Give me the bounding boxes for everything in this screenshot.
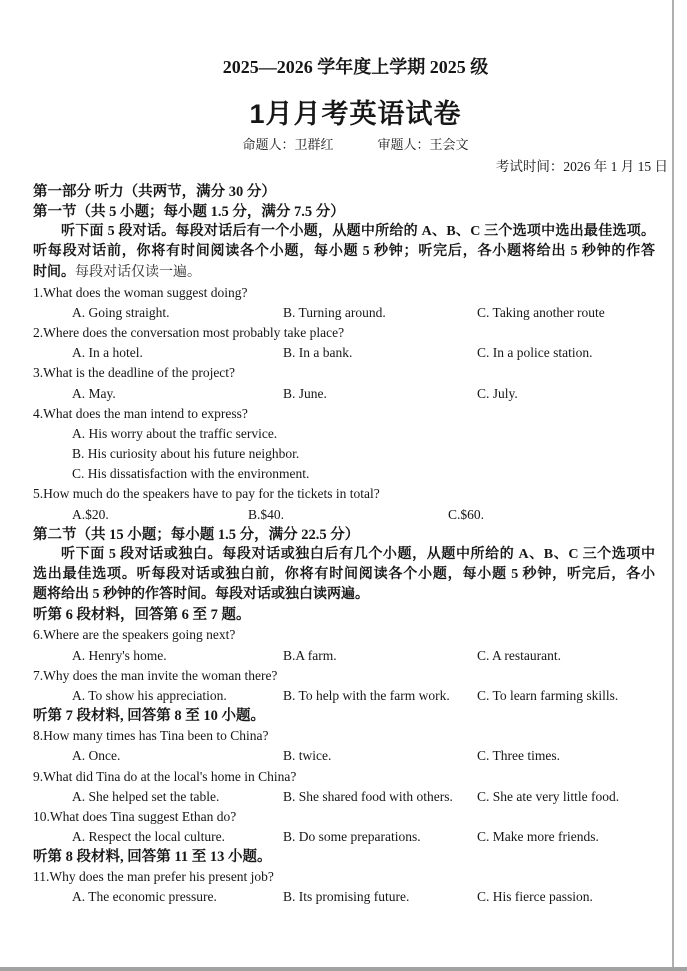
- question-text: 8.How many times has Tina been to China?: [33, 728, 269, 744]
- question-text: 6.Where are the speakers going next?: [33, 627, 236, 643]
- cn-heading: 第二节（共 15 小题；每小题 1.5 分，满分 22.5 分）: [33, 526, 360, 543]
- option-b: B. Do some preparations.: [283, 829, 421, 844]
- options-row: [33, 505, 655, 525]
- option-a: A. She helped set the table.: [72, 788, 220, 804]
- option-item: B. His curiosity about his future neighbor.: [72, 446, 300, 462]
- cn-heading: 第一节（共 5 小题；每小题 1.5 分，满分 7.5 分）: [33, 204, 345, 221]
- instruction-line: [33, 565, 655, 585]
- instruction-bold-text: 听下面 5 段对话。每段对话后有一个小题，从题中所给的 A、B、C 三个选项中选出最佳选项。: [61, 224, 655, 240]
- question-text: 3.What is the deadline of the project?: [33, 365, 236, 381]
- question-text: 7.Why does the man invite the woman there?: [33, 667, 278, 683]
- options-row: [33, 787, 655, 807]
- exam-title: 1月月考英语试卷: [249, 99, 462, 129]
- option-b: B. twice.: [283, 748, 332, 764]
- options-row: [33, 343, 655, 363]
- school-year-title: 2025—2026 学年度上学期 2025 级: [222, 57, 489, 77]
- question-text: 10.What does Tina suggest Ethan do?: [33, 808, 237, 824]
- instruction-line: [33, 545, 655, 565]
- cn-heading: 听第 7 段材料, 回答第 8 至 10 小题。: [33, 708, 265, 725]
- option-a: A. Respect the local culture.: [72, 829, 225, 844]
- option-c: C. Taking another route: [477, 304, 605, 320]
- setter-label: 命题人：卫群红: [242, 137, 334, 152]
- option-b: B. She shared food with others.: [283, 788, 453, 804]
- cn-heading: 听第 6 段材料，回答第 6 至 7 题。: [33, 607, 251, 624]
- option-b: B. In a bank.: [283, 345, 353, 361]
- option-c: C. In a police station.: [477, 345, 593, 361]
- options-row: [33, 646, 655, 666]
- question-text: 9.What did Tina do at the local's home in China?: [33, 768, 297, 784]
- instruction-line: [33, 242, 655, 262]
- options-row: [33, 686, 655, 706]
- option-item: A. His worry about the traffic service.: [72, 425, 278, 441]
- instruction-line: [33, 263, 655, 283]
- instruction-line: [33, 222, 655, 242]
- instruction-bold-text: 时间。: [33, 264, 75, 280]
- question-text: 4.What does the man intend to express?: [33, 405, 248, 421]
- exam-header: [0, 0, 687, 176]
- options-row: [33, 384, 655, 404]
- option-b: B.$40.: [248, 506, 285, 522]
- option-c: C. July.: [477, 385, 518, 401]
- document-body: [0, 182, 687, 908]
- option-a: A.$20.: [72, 506, 109, 522]
- reviewer-label: 审题人：王会文: [377, 137, 469, 152]
- instruction-bold-text: 题将给出 5 秒钟的作答时间。每段对话或独白读两遍。: [33, 587, 369, 603]
- instruction-bold-text: 选出最佳选项。听每段对话或独白前，你将有时间阅读各个小题，每小题 5 秒钟，听完后，各小: [33, 566, 655, 582]
- question-text: 1.What does the woman suggest doing?: [33, 284, 248, 300]
- option-c: C. A restaurant.: [477, 647, 561, 663]
- cn-heading: 听第 8 段材料, 回答第 11 至 13 小题。: [33, 849, 272, 866]
- option-c: C. She ate very little food.: [477, 788, 620, 804]
- option-c: C. His fierce passion.: [477, 889, 593, 905]
- option-a: A. Going straight.: [72, 304, 170, 320]
- instruction-bold-text: 听每段对话前，你将有时间阅读各个小题，每小题 5 秒钟；听完后，各小题将给出 5 秒钟的作答: [33, 244, 655, 260]
- option-a: A. Once.: [72, 748, 121, 764]
- instruction-bold-text: 听下面 5 段对话或独白。每段对话或独白后有几个小题，从题中所给的 A、B、C 三个选项中: [61, 546, 655, 562]
- options-row: [33, 887, 655, 907]
- option-c: C. To learn farming skills.: [477, 687, 619, 703]
- question-text: 11.Why does the man prefer his present job?: [33, 869, 274, 885]
- instruction-line: [33, 585, 655, 605]
- option-a: A. In a hotel.: [72, 345, 143, 361]
- instruction-regular-text: 每段对话仅读一遍。: [75, 264, 201, 280]
- question-text: 2.Where does the conversation most probably take place?: [33, 325, 345, 341]
- question-text: 5.How much do the speakers have to pay for the tickets in total?: [33, 486, 380, 502]
- option-c: C. Three times.: [477, 748, 560, 764]
- examiners-line: [24, 136, 687, 154]
- option-a: A. May.: [72, 385, 116, 401]
- option-a: A. To show his appreciation.: [72, 687, 227, 703]
- scan-edge-vertical-line: [672, 0, 674, 971]
- option-b: B. June.: [283, 385, 327, 401]
- scan-edge-bottom-bar: [0, 967, 687, 971]
- option-b: B. Turning around.: [283, 304, 386, 320]
- exam-time: 考试时间：2026 年 1 月 15 日: [495, 159, 668, 174]
- option-b: B.A farm.: [283, 647, 337, 663]
- option-item: C. His dissatisfaction with the environment.: [72, 466, 310, 482]
- option-b: B. To help with the farm work.: [283, 687, 450, 703]
- options-row: [33, 827, 655, 847]
- option-a: A. Henry's home.: [72, 647, 167, 663]
- option-b: B. Its promising future.: [283, 889, 410, 905]
- options-row: [33, 303, 655, 323]
- option-a: A. The economic pressure.: [72, 889, 217, 905]
- option-c: C. Make more friends.: [477, 829, 599, 844]
- cn-heading: 第一部分 听力（共两节，满分 30 分）: [33, 184, 276, 200]
- option-c: C.$60.: [448, 506, 485, 522]
- options-row: [33, 746, 655, 766]
